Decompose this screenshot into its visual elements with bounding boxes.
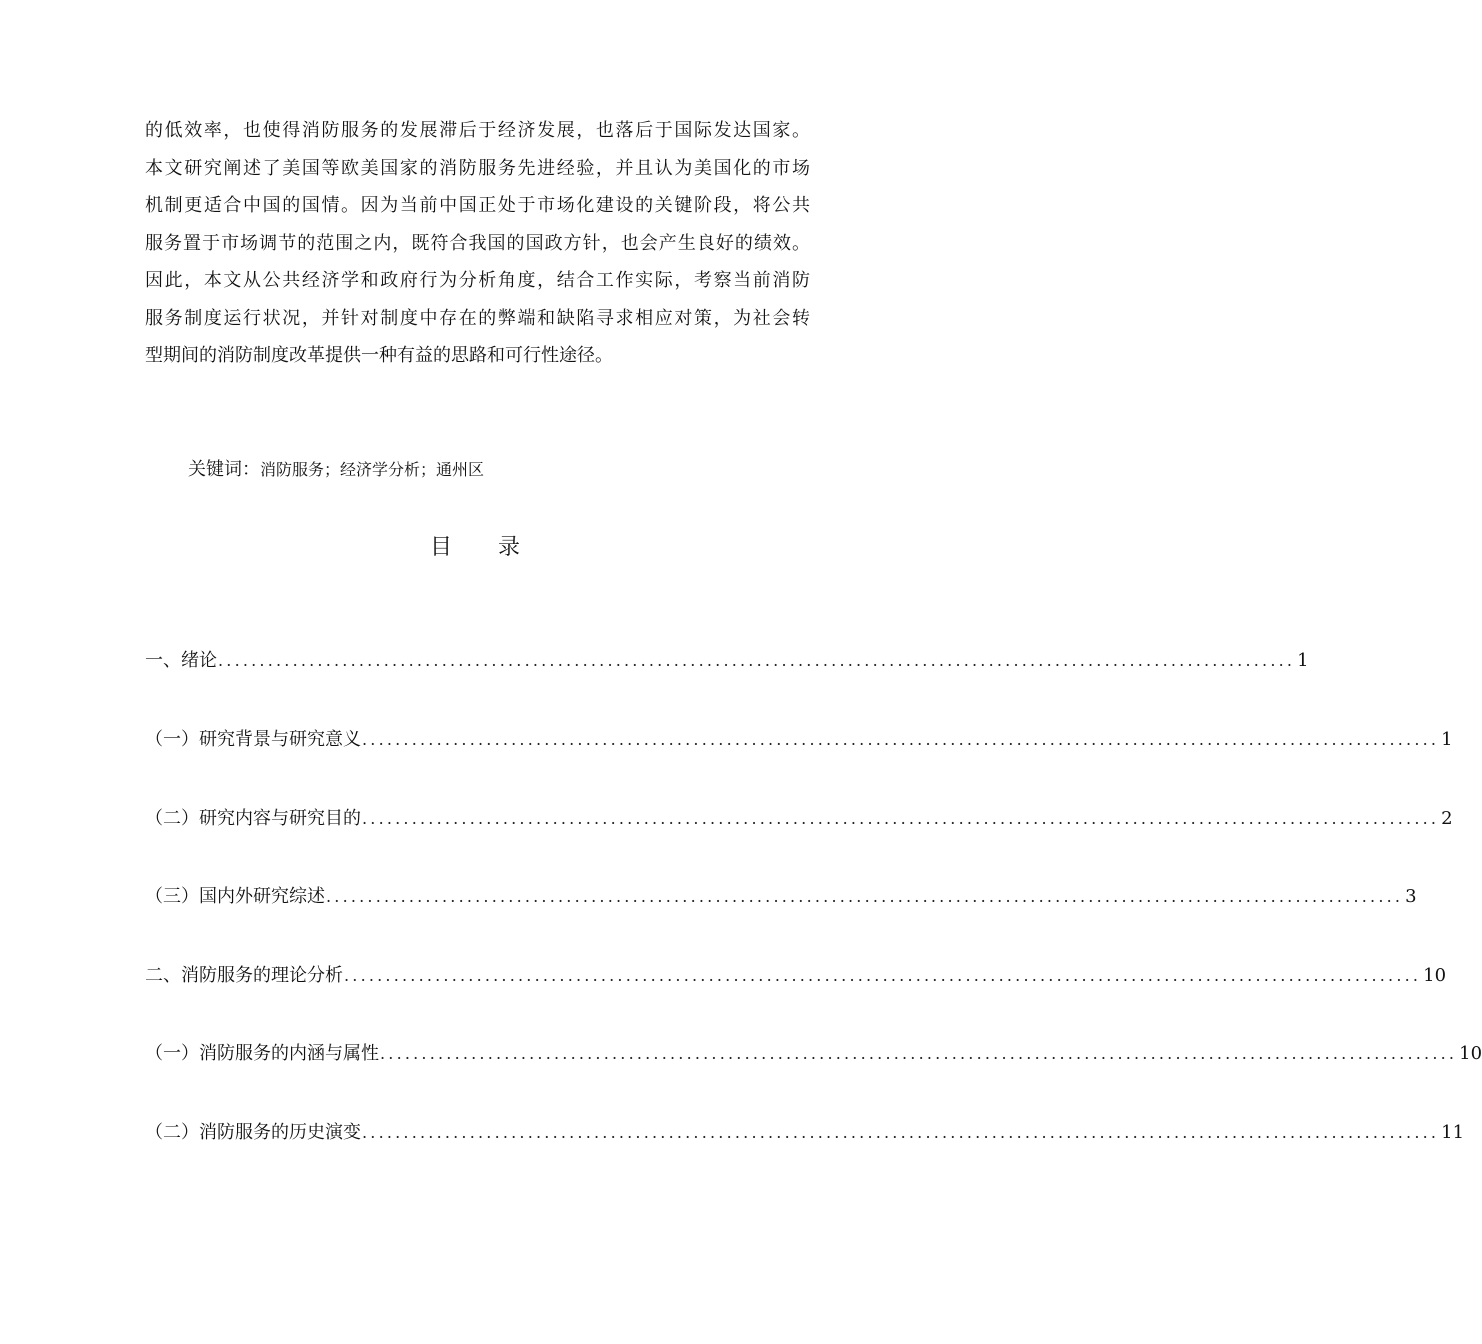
toc-page-number: 10 <box>1459 1043 1482 1064</box>
keywords-line <box>188 455 484 485</box>
abstract-line: 服务置于市场调节的范围之内，既符合我国的国政方针，也会产生良好的绩效。 <box>145 232 810 254</box>
toc-leader-dots: .................................................................................................................................. <box>326 887 1404 906</box>
toc-entry-text: （一）研究背景与研究意义 <box>145 729 361 750</box>
toc-entry-text: 二、消防服务的理论分析 <box>145 965 343 986</box>
toc-leader-dots: .................................................................................................................................. <box>362 809 1440 828</box>
toc-entry-history[interactable] <box>145 1118 1465 1148</box>
toc-leader-dots: .................................................................................................................................. <box>218 651 1296 670</box>
toc-entry-theory-analysis[interactable] <box>145 961 1447 991</box>
toc-entry-content-purpose[interactable] <box>145 804 1453 834</box>
abstract-line: 因此，本文从公共经济学和政府行为分析角度，结合工作实际，考察当前消防 <box>145 270 810 291</box>
toc-entry-text: 一、绪论 <box>145 650 217 671</box>
toc-entry-text: （一）消防服务的内涵与属性 <box>145 1043 379 1064</box>
toc-leader-dots: .................................................................................................................................. <box>362 730 1440 749</box>
toc-page-number: 3 <box>1405 886 1417 907</box>
abstract-paragraph <box>145 112 810 375</box>
toc-page-number: 1 <box>1441 729 1453 750</box>
abstract-line: 机制更适合中国的国情。因为当前中国正处于市场化建设的关键阶段，将公共 <box>145 195 810 216</box>
toc-entry-text: （三）国内外研究综述 <box>145 886 325 907</box>
toc-page-number: 2 <box>1441 808 1453 829</box>
toc-entry-text: （二）研究内容与研究目的 <box>145 808 361 829</box>
toc-leader-dots: .................................................................................................................................. <box>344 966 1422 985</box>
toc-leader-dots: .................................................................................................................................. <box>362 1123 1440 1142</box>
abstract-line: 型期间的消防制度改革提供一种有益的思路和可行性途径。 <box>145 345 613 366</box>
toc-entry-literature-review[interactable] <box>145 882 1417 912</box>
abstract-line: 服务制度运行状况，并针对制度中存在的弊端和缺陷寻求相应对策，为社会转 <box>145 307 810 329</box>
toc-entry-text: （二）消防服务的历史演变 <box>145 1122 361 1143</box>
toc-page-number: 1 <box>1297 650 1309 671</box>
abstract-line: 的低效率，也使得消防服务的发展滞后于经济发展，也落后于国际发达国家。 <box>145 120 810 141</box>
keywords-label: 关键词： <box>188 459 260 480</box>
toc-entry-background[interactable] <box>145 725 1453 755</box>
abstract-line: 本文研究阐述了美国等欧美国家的消防服务先进经验，并且认为美国化的市场 <box>145 157 810 179</box>
toc-page-number: 11 <box>1441 1122 1465 1143</box>
toc-page-number: 10 <box>1423 965 1447 986</box>
toc-title: 目录 <box>429 535 566 560</box>
toc-entry-connotation[interactable] <box>145 1039 1482 1069</box>
toc-entry-introduction[interactable] <box>145 646 1309 676</box>
keywords-value: 消防服务；经济学分析；通州区 <box>260 460 485 479</box>
toc-leader-dots: .................................................................................................................................. <box>380 1044 1458 1063</box>
